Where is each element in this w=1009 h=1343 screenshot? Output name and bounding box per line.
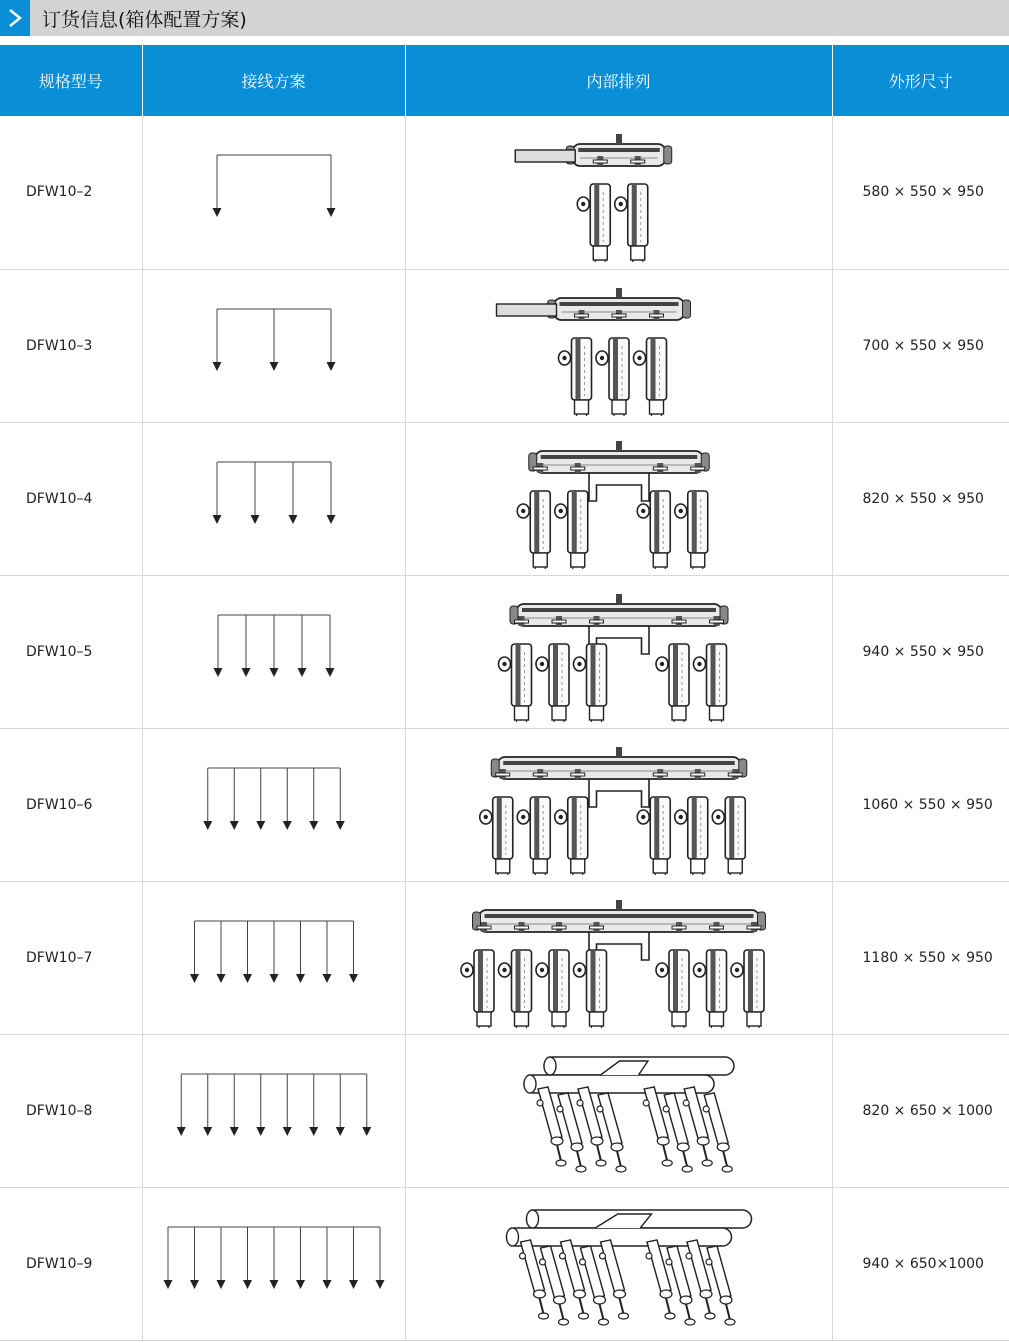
- wiring-scheme-cell: [142, 116, 405, 269]
- feeder-arrow-icon: [256, 821, 265, 830]
- wiring-diagram: [154, 913, 394, 1003]
- feeder-arrow-icon: [269, 668, 278, 677]
- feeder-arrow-icon: [282, 1127, 291, 1136]
- table-header-row: [0, 45, 1009, 116]
- dimensions-cell: 820 × 650 × 1000: [832, 1034, 1009, 1187]
- dimensions-cell: 820 × 550 × 950: [832, 422, 1009, 575]
- internal-layout-drawing: [409, 735, 829, 875]
- connector-unit: [674, 463, 707, 569]
- internal-layout-cell: [405, 422, 832, 575]
- internal-layout-drawing: [409, 1194, 829, 1334]
- feeder-arrow-icon: [296, 974, 305, 983]
- internal-layout-cell: [405, 575, 832, 728]
- dimensions-cell: 1180 × 550 × 950: [832, 881, 1009, 1034]
- connector-unit: [656, 922, 689, 1028]
- dimensions-cell: 940 × 650×1000: [832, 1187, 1009, 1340]
- internal-layout-cell: [405, 269, 832, 422]
- feeder-arrow-icon: [190, 1280, 199, 1289]
- model-cell: DFW10–2: [0, 116, 142, 269]
- connector-unit: [674, 769, 707, 875]
- feeder-arrow-icon: [282, 821, 291, 830]
- connector-unit: [536, 616, 569, 722]
- section-title: 订货信息(箱体配置方案): [42, 8, 247, 31]
- model-cell: DFW10–6: [0, 728, 142, 881]
- internal-layout-drawing: [409, 276, 829, 416]
- wiring-diagram: [154, 1219, 394, 1309]
- connector-unit: [712, 769, 745, 875]
- feeder-arrow-icon: [296, 1280, 305, 1289]
- connector-unit: [498, 922, 531, 1028]
- header-model: 规格型号: [0, 45, 142, 116]
- table-row: [0, 881, 1009, 1034]
- feeder-arrow-icon: [163, 1280, 172, 1289]
- wiring-scheme-cell: [142, 881, 405, 1034]
- wiring-scheme-cell: [142, 422, 405, 575]
- feeder-arrow-icon: [288, 515, 297, 524]
- connector-unit: [573, 616, 606, 722]
- model-cell: DFW10–5: [0, 575, 142, 728]
- header-dimensions: 外形尺寸: [832, 45, 1009, 116]
- feeder-arrow-icon: [322, 1280, 331, 1289]
- wiring-scheme-cell: [142, 575, 405, 728]
- wiring-diagram: [154, 607, 394, 697]
- dimensions-cell: 700 × 550 × 950: [832, 269, 1009, 422]
- connector-unit: [637, 769, 670, 875]
- model-cell: DFW10–3: [0, 269, 142, 422]
- feeder-arrow-icon: [335, 1127, 344, 1136]
- feeder-arrow-icon: [326, 208, 335, 217]
- connector-unit: [693, 616, 726, 722]
- connector-unit: [693, 922, 726, 1028]
- wiring-diagram: [154, 760, 394, 850]
- internal-layout-drawing: [409, 888, 829, 1028]
- order-info-table: [0, 45, 1009, 1341]
- wiring-diagram: [154, 1066, 394, 1156]
- connector-unit: [554, 463, 587, 569]
- feeder-arrow-icon: [269, 974, 278, 983]
- chevron-right-icon: [0, 0, 30, 36]
- connector-unit: [554, 769, 587, 875]
- feeder-arrow-icon: [212, 208, 221, 217]
- internal-layout-cell: [405, 881, 832, 1034]
- internal-layout-drawing: [409, 429, 829, 569]
- connector-unit: [731, 922, 764, 1028]
- connector-unit: [637, 463, 670, 569]
- internal-layout-cell: [405, 116, 832, 269]
- feeder-arrow-icon: [216, 1280, 225, 1289]
- model-cell: DFW10–9: [0, 1187, 142, 1340]
- feeder-arrow-icon: [243, 1280, 252, 1289]
- feeder-arrow-icon: [203, 821, 212, 830]
- connector-unit: [599, 1240, 628, 1319]
- feeder-arrow-icon: [216, 974, 225, 983]
- table-row: [0, 1187, 1009, 1340]
- connector-unit: [479, 769, 512, 875]
- dimensions-cell: 940 × 550 × 950: [832, 575, 1009, 728]
- connector-unit: [536, 922, 569, 1028]
- dimensions-cell: 1060 × 550 × 950: [832, 728, 1009, 881]
- table-row: [0, 422, 1009, 575]
- connector-unit: [517, 463, 550, 569]
- feeder-arrow-icon: [256, 1127, 265, 1136]
- feeder-arrow-icon: [250, 515, 259, 524]
- table-row: [0, 116, 1009, 269]
- feeder-arrow-icon: [349, 1280, 358, 1289]
- feeder-arrow-icon: [326, 515, 335, 524]
- internal-layout-cell: [405, 1034, 832, 1187]
- wiring-scheme-cell: [142, 728, 405, 881]
- table-row: [0, 1034, 1009, 1187]
- feeder-arrow-icon: [241, 668, 250, 677]
- feeder-arrow-icon: [349, 974, 358, 983]
- connector-unit: [558, 310, 591, 416]
- feeder-arrow-icon: [309, 1127, 318, 1136]
- feeder-arrow-icon: [269, 1280, 278, 1289]
- feeder-arrow-icon: [325, 668, 334, 677]
- feeder-arrow-icon: [203, 1127, 212, 1136]
- feeder-arrow-icon: [212, 362, 221, 371]
- connector-unit: [517, 769, 550, 875]
- internal-layout-drawing: [409, 122, 829, 262]
- feeder-arrow-icon: [309, 821, 318, 830]
- section-header: [0, 0, 1009, 36]
- internal-layout-cell: [405, 1187, 832, 1340]
- wiring-scheme-cell: [142, 269, 405, 422]
- feeder-arrow-icon: [213, 668, 222, 677]
- connector-unit: [596, 310, 629, 416]
- wiring-scheme-cell: [142, 1034, 405, 1187]
- feeder-arrow-icon: [362, 1127, 371, 1136]
- wiring-diagram: [154, 147, 394, 237]
- feeder-arrow-icon: [229, 821, 238, 830]
- internal-layout-drawing: [409, 582, 829, 722]
- connector-unit: [461, 922, 494, 1028]
- feeder-arrow-icon: [243, 974, 252, 983]
- feeder-arrow-icon: [190, 974, 199, 983]
- internal-layout-drawing: [409, 1041, 829, 1181]
- feeder-arrow-icon: [322, 974, 331, 983]
- connector-unit: [633, 310, 666, 416]
- wiring-scheme-cell: [142, 1187, 405, 1340]
- feeder-arrow-icon: [269, 362, 278, 371]
- wiring-diagram: [154, 454, 394, 544]
- wiring-diagram: [154, 301, 394, 391]
- model-cell: DFW10–4: [0, 422, 142, 575]
- connector-unit: [577, 156, 610, 262]
- dimensions-cell: 580 × 550 × 950: [832, 116, 1009, 269]
- connector-unit: [656, 616, 689, 722]
- feeder-arrow-icon: [297, 668, 306, 677]
- internal-layout-cell: [405, 728, 832, 881]
- model-cell: DFW10–7: [0, 881, 142, 1034]
- connector-unit: [573, 922, 606, 1028]
- connector-unit: [498, 616, 531, 722]
- feeder-arrow-icon: [375, 1280, 384, 1289]
- feeder-arrow-icon: [229, 1127, 238, 1136]
- feeder-arrow-icon: [326, 362, 335, 371]
- table-row: [0, 575, 1009, 728]
- table-row: [0, 728, 1009, 881]
- header-internal-layout: 内部排列: [405, 45, 832, 116]
- header-wiring-scheme: 接线方案: [142, 45, 405, 116]
- feeder-arrow-icon: [176, 1127, 185, 1136]
- connector-unit: [614, 156, 647, 262]
- model-cell: DFW10–8: [0, 1034, 142, 1187]
- feeder-arrow-icon: [335, 821, 344, 830]
- table-row: [0, 269, 1009, 422]
- feeder-arrow-icon: [212, 515, 221, 524]
